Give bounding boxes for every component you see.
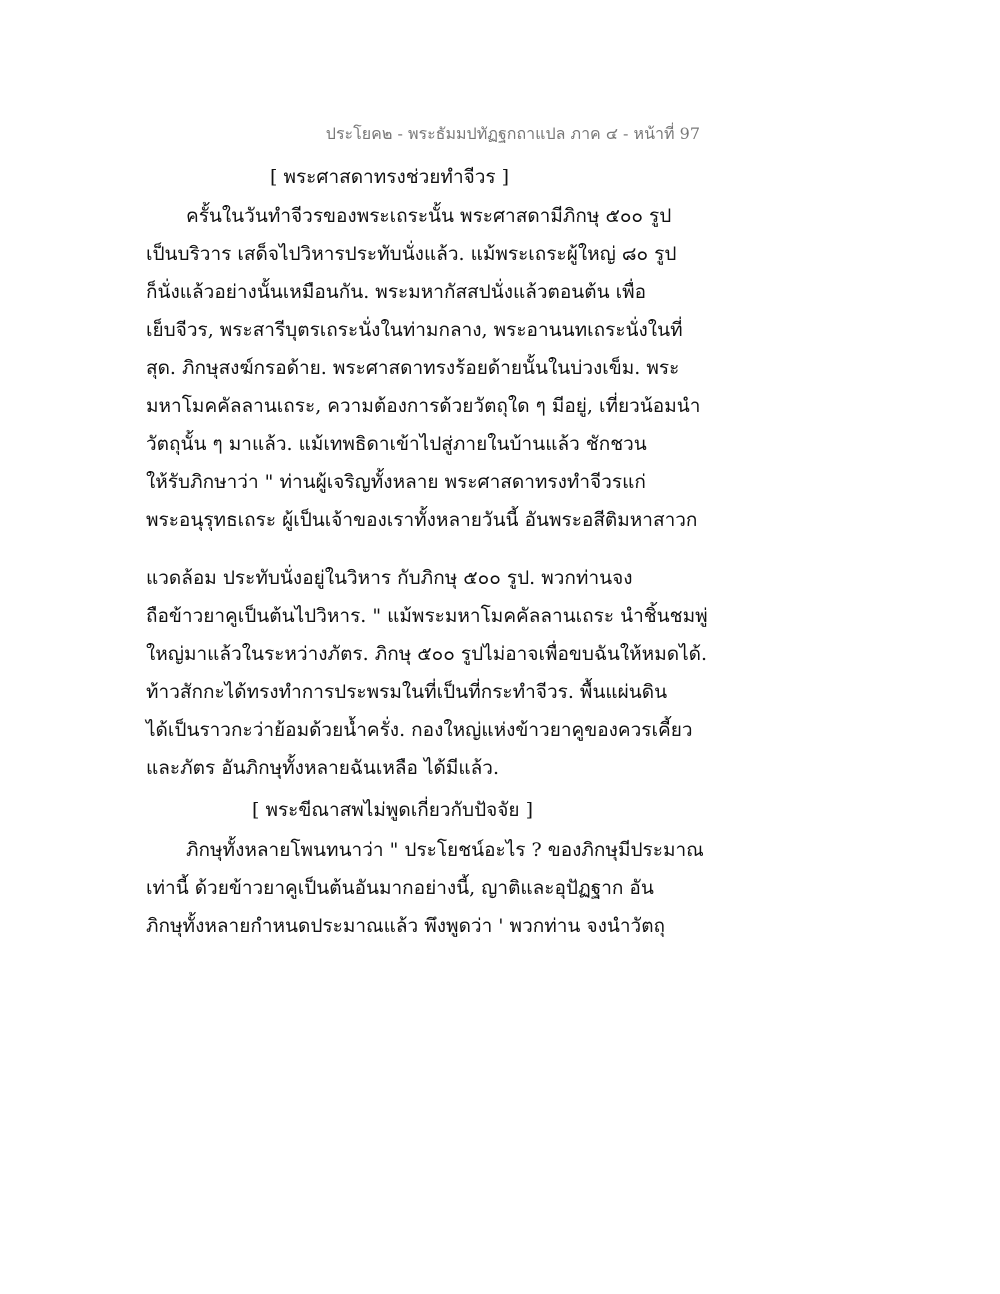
- running-header: ประโยค๒ - พระธัมมปทัฏฐกถาแปล ภาค ๔ - หน้าที่ 97: [325, 124, 700, 143]
- paragraph-line: ก็นั่งแล้วอย่างนั้นเหมือนกัน. พระมหากัสสปนั่งแล้วตอนต้น เพื่อ: [146, 281, 647, 303]
- paragraph-line: ถือข้าวยาคูเป็นต้นไปวิหาร. " แม้พระมหาโมคคัลลานเถระ นำชิ้นชมพู่: [146, 605, 708, 627]
- paragraph-line: ท้าวสักกะได้ทรงทำการประพรมในที่เป็นที่กระทำจีวร. พื้นแผ่นดิน: [146, 681, 668, 703]
- paragraph-line: มหาโมคคัลลานเถระ, ความต้องการด้วยวัตถุใด ๆ มีอยู่, เที่ยวน้อมนำ: [146, 395, 701, 417]
- paragraph-line: ภิกษุทั้งหลายโพนทนาว่า " ประโยชน์อะไร ? ของภิกษุมีประมาณ: [186, 839, 704, 861]
- paragraph-line: และภัตร อันภิกษุทั้งหลายฉันเหลือ ได้มีแล้ว.: [146, 757, 499, 779]
- paragraph-line: เท่านี้ ด้วยข้าวยาคูเป็นต้นอันมากอย่างนี้, ญาติและอุปัฏฐาก อัน: [146, 877, 654, 899]
- paragraph-line: แวดล้อม ประทับนั่งอยู่ในวิหาร กับภิกษุ ๕๐๐ รูป. พวกท่านจง: [146, 567, 633, 589]
- section-heading-buddha-helps-make-robe: [ พระศาสดาทรงช่วยทำจีวร ]: [270, 166, 510, 188]
- paragraph-line: เย็บจีวร, พระสารีบุตรเถระนั่งในท่ามกลาง, พระอานนทเถระนั่งในที่: [146, 319, 683, 341]
- paragraph-line: ครั้นในวันทำจีวรของพระเถระนั้น พระศาสดามีภิกษุ ๕๐๐ รูป: [186, 205, 672, 227]
- paragraph-line: เป็นบริวาร เสด็จไปวิหารประทับนั่งแล้ว. แม้พระเถระผู้ใหญ่ ๘๐ รูป: [146, 243, 677, 265]
- paragraph-line: ภิกษุทั้งหลายกำหนดประมาณแล้ว พึงพูดว่า ' พวกท่าน จงนำวัตถุ: [146, 915, 666, 937]
- paragraph-line: ให้รับภิกษาว่า " ท่านผู้เจริญทั้งหลาย พระศาสดาทรงทำจีวรแก่: [146, 471, 646, 493]
- paragraph-line: พระอนุรุทธเถระ ผู้เป็นเจ้าของเราทั้งหลายวันนี้ อันพระอสีติมหาสาวก: [146, 509, 698, 531]
- paragraph-line: สุด. ภิกษุสงฆ์กรอด้าย. พระศาสดาทรงร้อยด้ายนั้นในบ่วงเข็ม. พระ: [146, 357, 680, 379]
- paragraph-line: ได้เป็นราวกะว่าย้อมด้วยน้ำครั่ง. กองใหญ่แห่งข้าวยาคูของควรเคี้ยว: [146, 719, 693, 741]
- paragraph-line: ใหญ่มาแล้วในระหว่างภัตร. ภิกษุ ๕๐๐ รูปไม่อาจเพื่อขบฉันให้หมดได้.: [146, 643, 708, 665]
- section-heading-arahant-silent-on-requisites: [ พระขีณาสพไม่พูดเกี่ยวกับปัจจัย ]: [252, 799, 534, 821]
- paragraph-line: วัตถุนั้น ๆ มาแล้ว. แม้เทพธิดาเข้าไปสู่ภายในบ้านแล้ว ชักชวน: [146, 433, 647, 455]
